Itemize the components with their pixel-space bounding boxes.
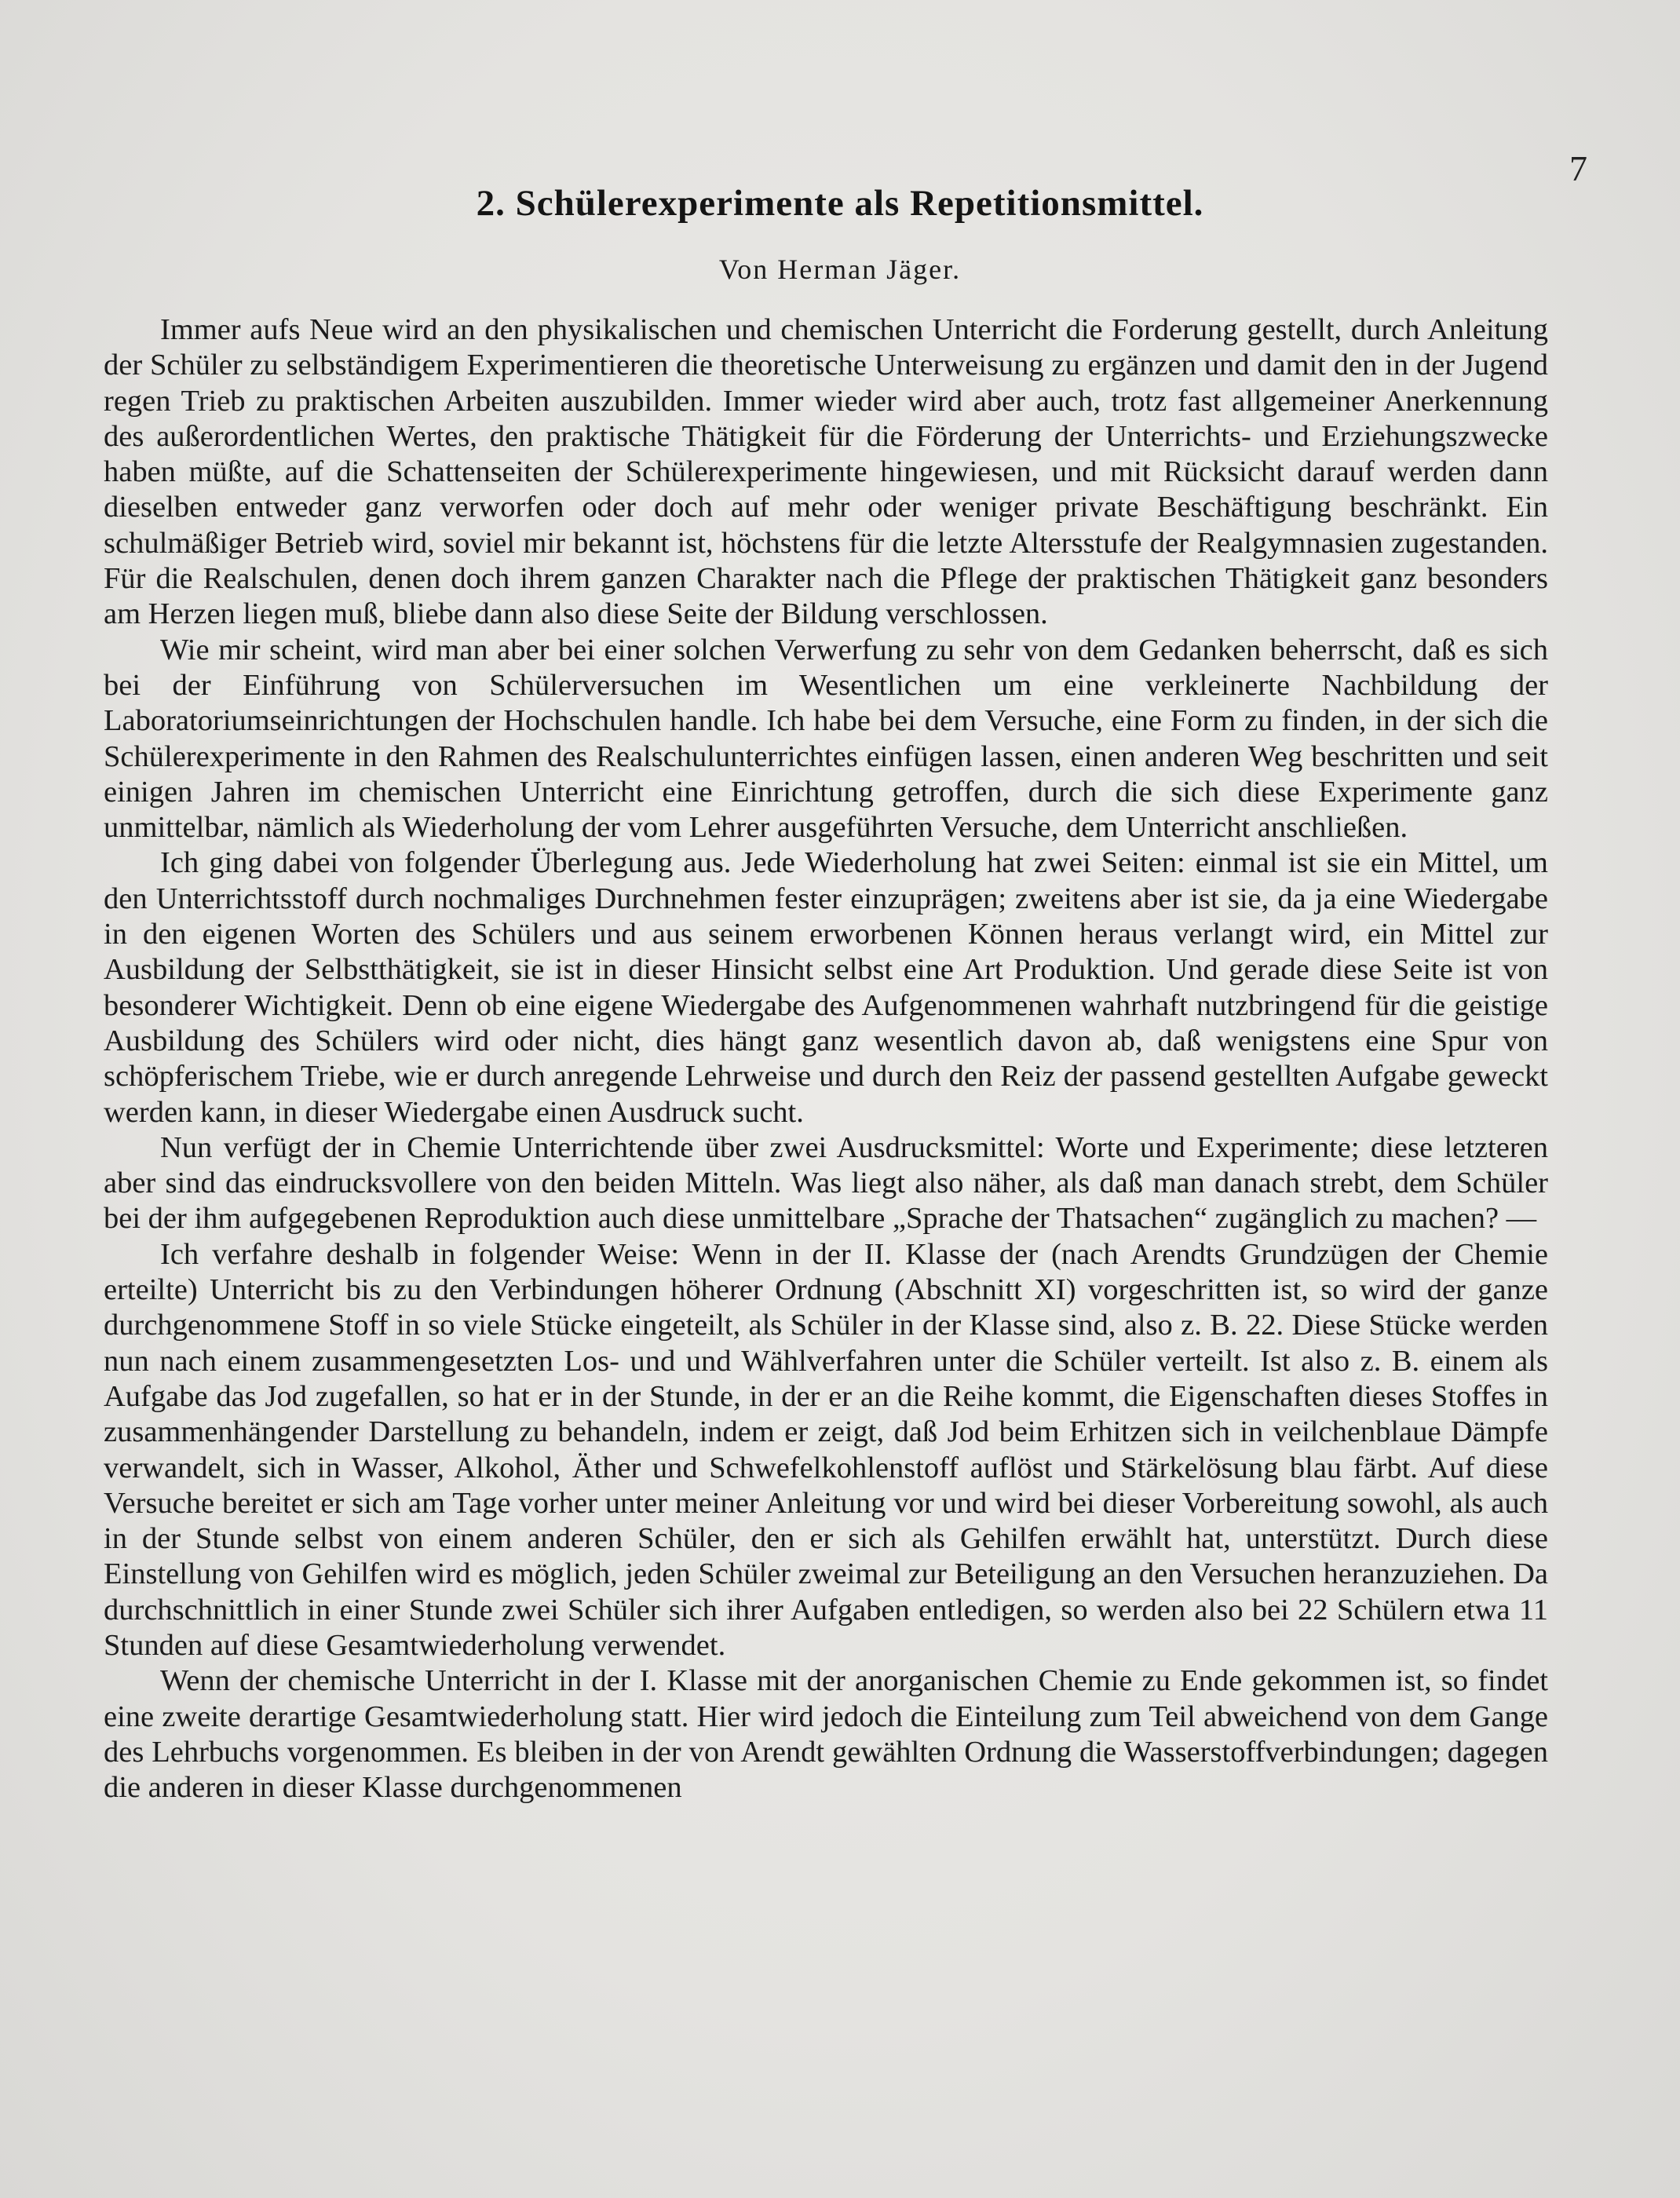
author-line: Von Herman Jäger. [718,254,962,285]
paragraph: Wie mir scheint, wird man aber bei einer solchen Verwerfung zu sehr von dem Gedanken beherrscht, daß es sich bei der Einführung von Schülerversuchen im Wesentlichen um eine verkleinerte Nachbildung der Laboratoriumseinrichtungen der Hochschulen handle. Ich habe bei dem Versuche, eine Form zu finden, in der sich die Schülerexperimente in den Rahmen des Realschulunterrichtes einfügen lassen, einen anderen Weg beschritten und seit einigen Jahren im chemischen Unterricht eine Einrichtung getroffen, durch die sich diese Experimente ganz unmittelbar, nämlich als Wiederholung der vom Lehrer ausgeführten Versuche, dem Unterricht anschließen. [104,633,1548,845]
paragraph: Wenn der chemische Unterricht in der I. Klasse mit der anorganischen Chemie zu Ende gekommen ist, so findet eine zweite derartige Gesamtwiederholung statt. Hier wird jedoch die Einteilung zum Teil abweichend von dem Gange des Lehrbuchs vorgenommen. Es bleiben in der von Arendt gewählten Ordnung die Wasserstoffverbindungen; dagegen die anderen in dieser Klasse durchgenommenen [104,1664,1548,1805]
paragraph: Immer aufs Neue wird an den physikalischen und chemischen Unterricht die Forderung gestellt, durch Anleitung der Schüler zu selbständigem Experimentieren die theoretische Unterweisung zu ergänzen und damit den in der Jugend regen Trieb zu praktischen Arbeiten auszubilden. Immer wieder wird aber auch, trotz fast allgemeiner Anerkennung des außerordentlichen Wertes, den praktische Thätigkeit für die Förderung der Unterrichts- und Erziehungszwecke haben müßte, auf die Schattenseiten der Schülerexperimente hingewiesen, und mit Rücksicht darauf werden dann dieselben entweder ganz verworfen oder doch auf mehr oder weniger private Beschäftigung beschränkt. Ein schulmäßiger Betrieb wird, soviel mir bekannt ist, höchstens für die letzte Altersstufe der Realgymnasien zugestanden. Für die Realschulen, denen doch ihrem ganzen Charakter nach die Pflege der praktischen Thätigkeit ganz besonders am Herzen liegen muß, bliebe dann also diese Seite der Bildung verschlossen. [104,313,1548,631]
paragraph: Nun verfügt der in Chemie Unterrichtende über zwei Ausdrucksmittel: Worte und Experimente; diese letzteren aber sind das eindrucksvollere von den beiden Mitteln. Was liegt also näher, als daß man danach strebt, dem Schüler bei der ihm aufgegebenen Reproduktion auch diese unmittelbare „Sprache der Thatsachen“ zugänglich zu machen? — [104,1130,1548,1236]
page-number: 7 [1569,148,1587,188]
paragraph: Ich verfahre deshalb in folgender Weise: Wenn in der II. Klasse der (nach Arendts Grundzügen der Chemie erteilte) Unterricht bis zu den Verbindungen höherer Ordnung (Abschnitt XI) vorgeschritten ist, so wird der ganze durchgenommene Stoff in so viele Stücke eingeteilt, als Schüler in der Klasse sind, also z. B. 22. Diese Stücke werden nun nach einem zusammengesetzten Los- und und Wählverfahren unter die Schüler verteilt. Ist also z. B. einem als Aufgabe das Jod zugefallen, so hat er in der Stunde, in der er an die Reihe kommt, die Eigenschaften dieses Stoffes in zusammenhängender Darstellung zu behandeln, indem er zeigt, daß Jod beim Erhitzen sich in veilchenblaue Dämpfe verwandelt, sich in Wasser, Alkohol, Äther und Schwefelkohlenstoff auflöst und Stärkelösung blau färbt. Auf diese Versuche bereitet er sich am Tage vorher unter meiner Anleitung vor und wird bei dieser Vorbereitung sowohl, als auch in der Stunde selbst von einem anderen Schüler, den er sich als Gehilfen erwählt hat, unterstützt. Durch diese Einstellung von Gehilfen wird es möglich, jeden Schüler zweimal zur Beteiligung an den Versuchen heranzuziehen. Da durchschnittlich in einer Stunde zwei Schüler sich ihrer Aufgaben entledigen, so werden also bei 22 Schülern etwa 11 Stunden auf diese Gesamtwiederholung verwendet. [104,1237,1548,1662]
article-body [104,312,1548,1806]
article-title: 2. Schülerexperimente als Repetitionsmittel. [476,183,1204,224]
paragraph: Ich ging dabei von folgender Überlegung aus. Jede Wiederholung hat zwei Seiten: einmal ist sie ein Mittel, um den Unterrichtsstoff durch nochmaliges Durchnehmen fester einzuprägen; zweitens aber ist sie, da ja eine Wiedergabe in den eigenen Worten des Schülers und aus seinem erworbenen Können heraus verlangt wird, ein Mittel zur Ausbildung der Selbstthätigkeit, sie ist in dieser Hinsicht selbst eine Art Produktion. Und gerade diese Seite ist von besonderer Wichtigkeit. Denn ob eine eigene Wiedergabe des Aufgenommenen wahrhaft nutzbringend für die geistige Ausbildung des Schülers wird oder nicht, dies hängt ganz wesentlich davon ab, daß wenigstens eine Spur von schöpferischem Triebe, wie er durch anregende Lehrweise und durch den Reiz der passend gestellten Aufgabe geweckt werden kann, in dieser Wiedergabe einen Ausdruck sucht. [104,846,1548,1129]
